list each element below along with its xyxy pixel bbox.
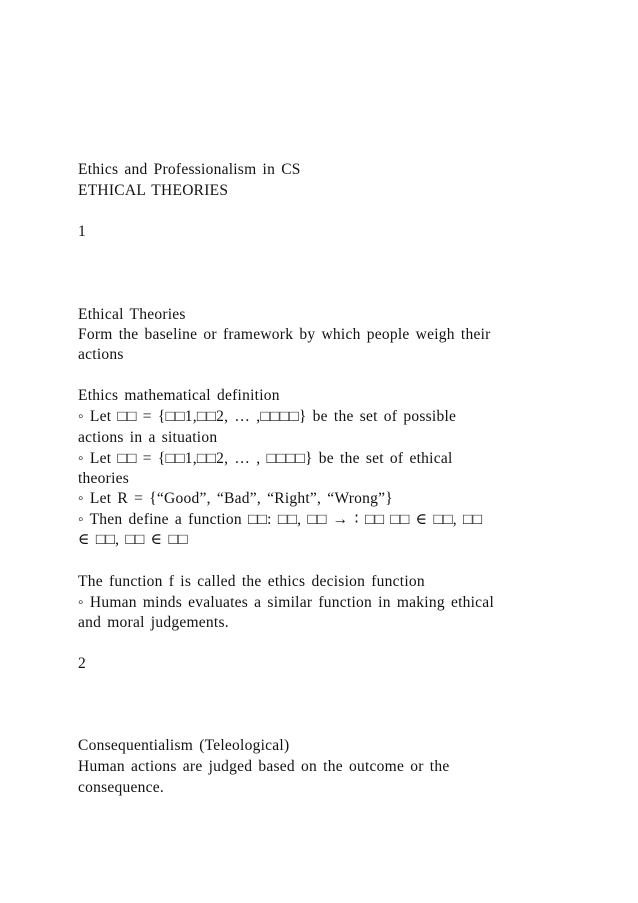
- doc-line-text: and moral judgements.: [78, 614, 229, 631]
- doc-line-page-number: 2: [78, 655, 86, 672]
- doc-line-heading: Consequentialism (Teleological): [78, 737, 290, 754]
- doc-line-text: Human actions are judged based on the outcome or the: [78, 758, 450, 775]
- doc-line-section-heading: ETHICAL THEORIES: [78, 182, 229, 199]
- doc-line-heading: Ethical Theories: [78, 306, 186, 323]
- doc-line-bullet: ◦ Let □□ = {□□1,□□2, … , □□□□} be the set of ethical: [78, 450, 453, 467]
- doc-line-text: ∈ □□, □□ ∈ □□: [78, 531, 188, 548]
- doc-line-bullet: ◦ Then define a function □□: □□, □□ → ∶ □□ □□ ∈ □□, □□: [78, 511, 483, 528]
- doc-line-bullet: ◦ Human minds evaluates a similar function in making ethical: [78, 594, 494, 611]
- doc-line-subheading: Ethics mathematical definition: [78, 387, 280, 404]
- doc-line-text: actions: [78, 346, 124, 363]
- doc-line-text: consequence.: [78, 779, 165, 796]
- doc-line-bullet: ◦ Let R = {“Good”, “Bad”, “Right”, “Wrong”}: [78, 490, 393, 507]
- doc-line-bullet: ◦ Let □□ = {□□1,□□2, … ,□□□□} be the set of possible: [78, 408, 457, 425]
- doc-line-text: Form the baseline or framework by which people weigh their: [78, 326, 491, 343]
- doc-line-text: theories: [78, 470, 130, 487]
- doc-line-text: The function f is called the ethics decision function: [78, 573, 425, 590]
- doc-line-course-title: Ethics and Professionalism in CS: [78, 161, 301, 178]
- doc-line-page-number: 1: [78, 223, 86, 240]
- doc-line-text: actions in a situation: [78, 429, 218, 446]
